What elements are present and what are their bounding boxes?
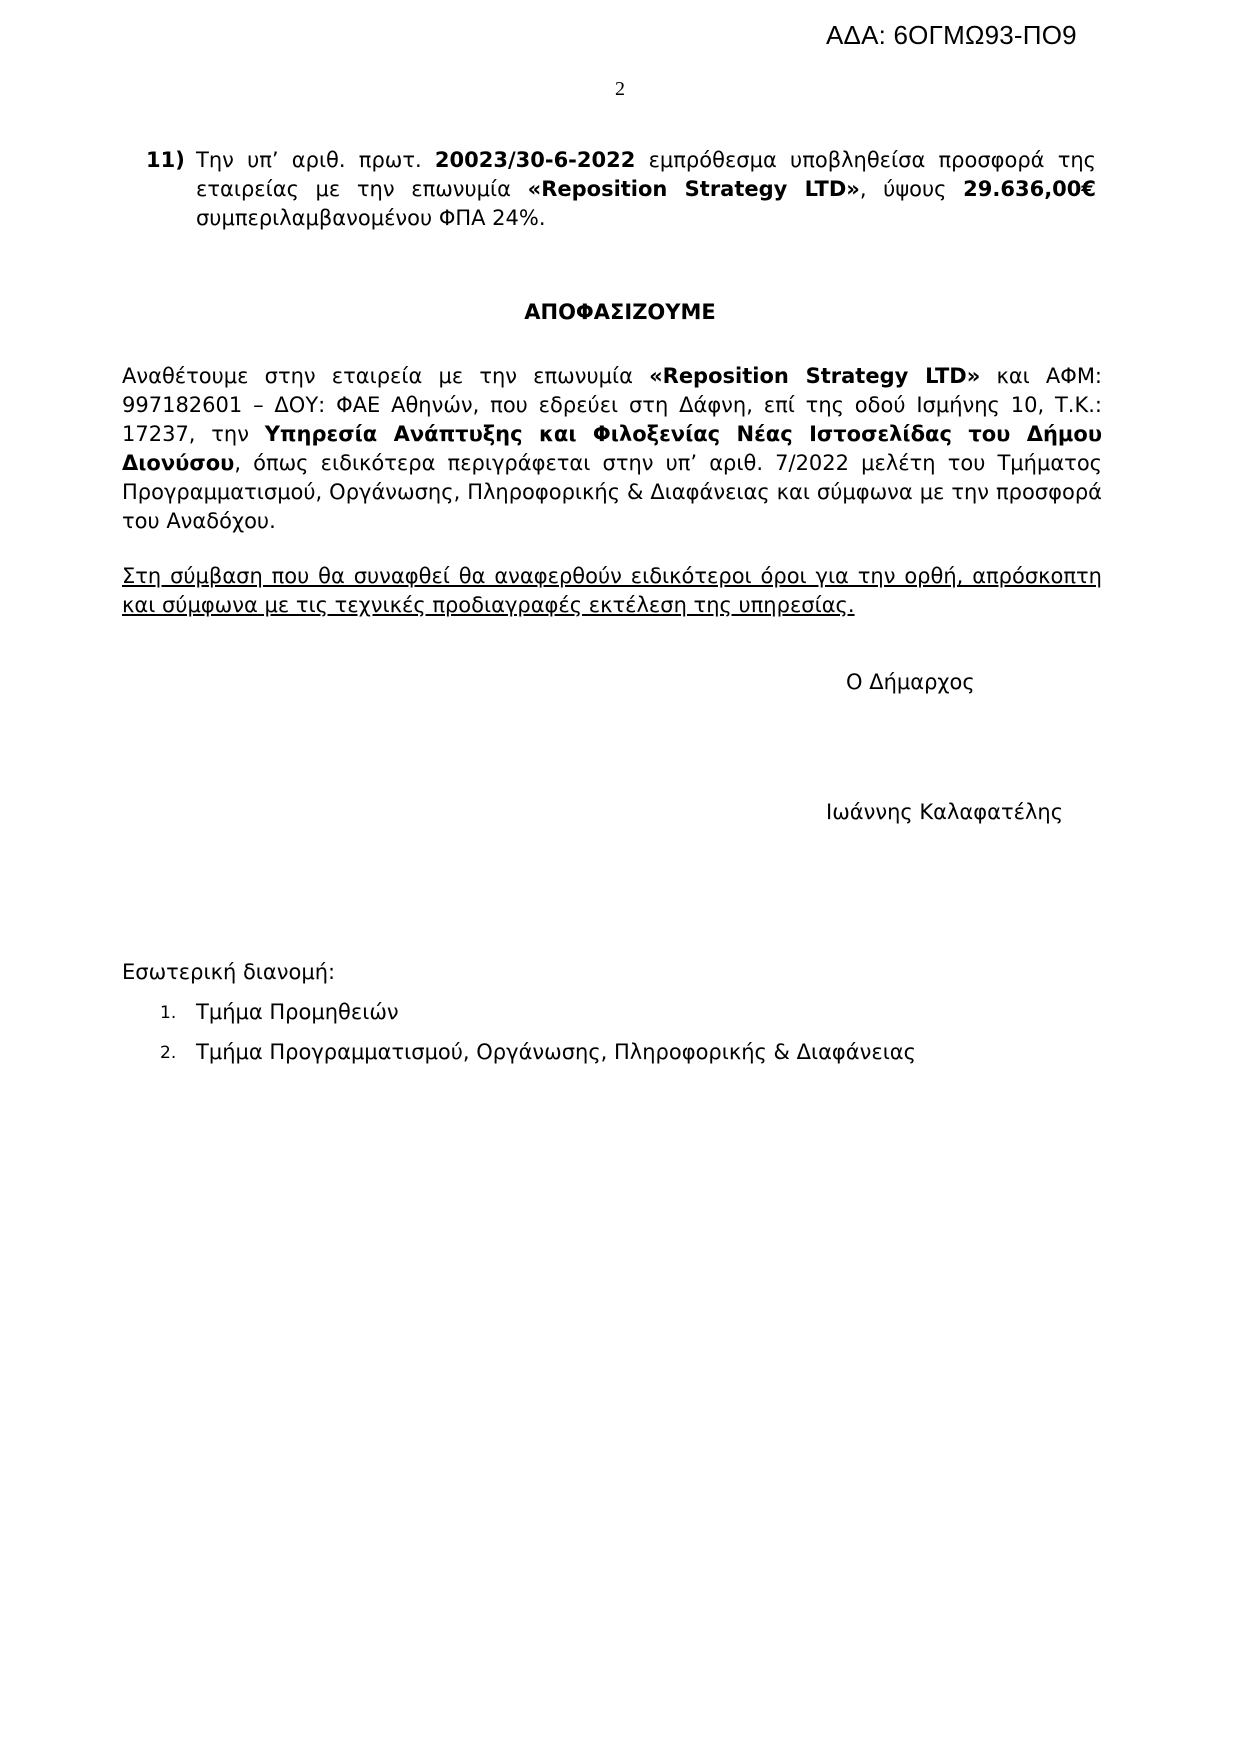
- item-text-part: , ύψους: [859, 177, 964, 201]
- decision-heading: ΑΠΟΦΑΣΙΖΟΥΜΕ: [524, 300, 716, 324]
- company-name: «Reposition Strategy LTD»: [649, 364, 981, 388]
- item-number: 11): [146, 148, 185, 172]
- item-text-part: συμπεριλαμβανομένου ΦΠΑ 24%.: [196, 206, 546, 230]
- company-name: «Reposition Strategy LTD»: [527, 177, 860, 201]
- decision-paragraph: [122, 362, 1102, 536]
- protocol-number: 20023/30-6-2022: [434, 148, 636, 172]
- list-item-number: 1.: [160, 1003, 177, 1023]
- offer-amount: 29.636,00€: [963, 177, 1097, 201]
- contract-note: Στη σύμβαση που θα συναφθεί θα αναφερθούν ειδικότεροι όροι για την ορθή, απρόσκοπτη και σύμφωνα με τις τεχνικές προδιαγραφές εκτέλεση της υπηρεσίας.: [122, 564, 1102, 617]
- item-text: [196, 146, 1096, 233]
- distribution-title: Εσωτερική διανομή:: [122, 960, 336, 984]
- signature-name: Ιωάννης Καλαφατέλης: [826, 800, 1064, 824]
- service-name: Υπηρεσία Ανάπτυξης και Φιλοξενίας Νέας Ιστοσελίδας του Δήμου Διονύσου: [122, 422, 1102, 475]
- list-item-text: Τμήμα Προμηθειών: [196, 1000, 399, 1024]
- list-item-11: [146, 146, 1096, 233]
- paragraph-text-part: , όπως ειδικότερα περιγράφεται στην υπ’ αριθ. 7/2022 μελέτη του Τμήματος Προγραμματισμού, Οργάνωσης, Πληροφορικής & Διαφάνειας και σύμφωνα με την προσφορά του Αναδόχου.: [122, 451, 1102, 533]
- page-number: 2: [615, 78, 625, 100]
- paragraph-text-part: και ΑΦΜ: 997182601 – ΔΟΥ: ΦΑΕ Αθηνών, που εδρεύει στη Δάφνη, επί της οδού Ισμήνης 10, Τ.Κ.: 17237, την: [122, 364, 1103, 446]
- signature-title: Ο Δήμαρχος: [846, 670, 975, 694]
- ada-code: ΑΔΑ: 6ΟΓΜΩ93-ΠΟ9: [826, 20, 1077, 50]
- item-text-part: εμπρόθεσμα υποβληθείσα προσφορά της εταιρείας με την επωνυμία: [196, 148, 1097, 201]
- item-text-part: Την υπ’ αριθ. πρωτ.: [196, 148, 435, 172]
- paragraph-text-part: Αναθέτουμε στην εταιρεία με την επωνυμία: [122, 364, 650, 388]
- list-item-number: 2.: [160, 1043, 177, 1063]
- list-item-text: Τμήμα Προγραμματισμού, Οργάνωσης, Πληροφορικής & Διαφάνειας: [196, 1040, 916, 1064]
